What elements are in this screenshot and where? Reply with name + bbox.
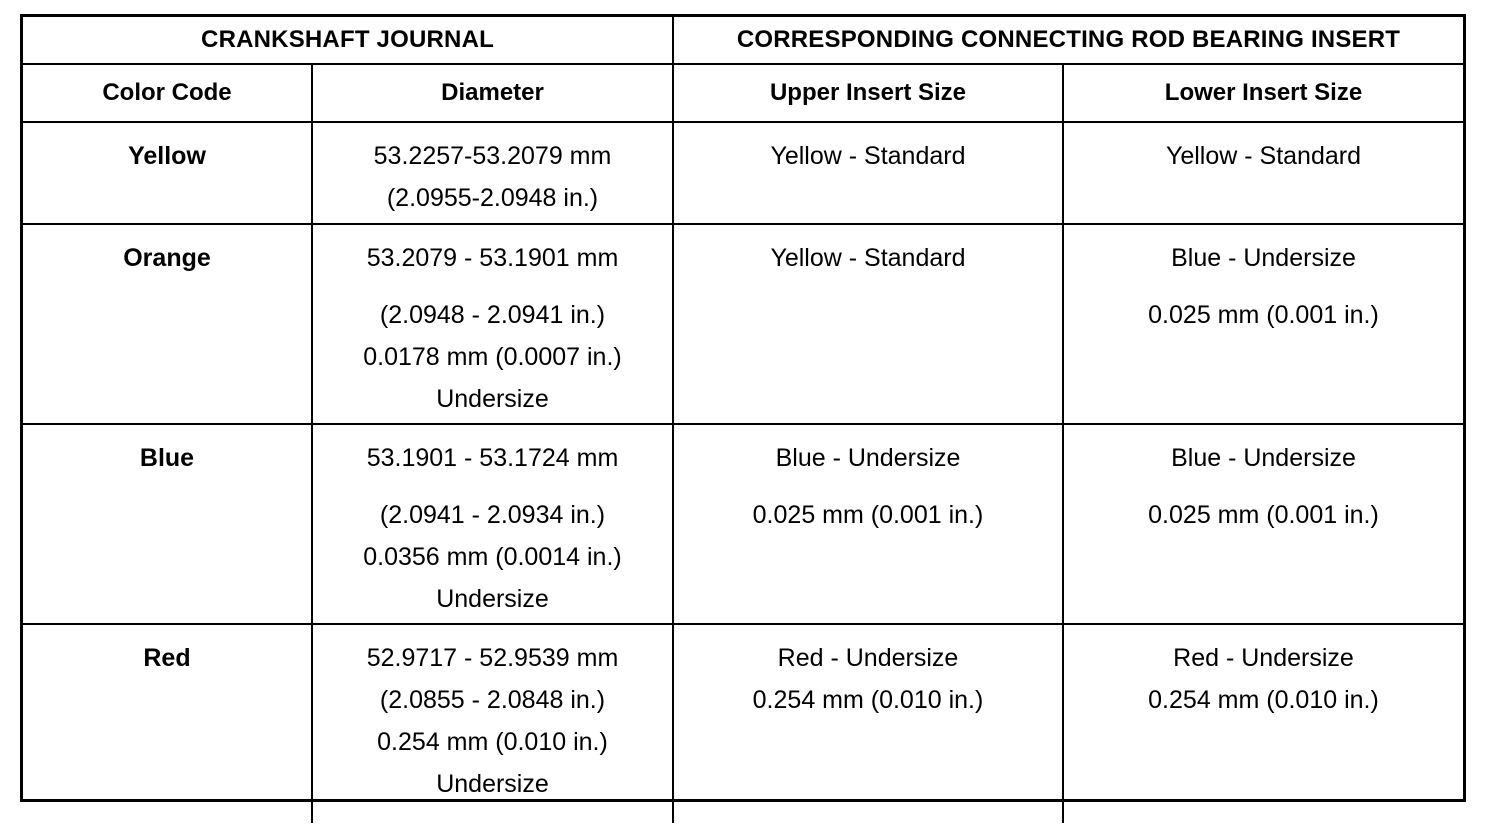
diameter-cell bbox=[312, 424, 673, 624]
lower-insert-header: Lower Insert Size bbox=[1063, 64, 1463, 122]
crankshaft-journal-header: CRANKSHAFT JOURNAL bbox=[23, 17, 673, 64]
upper-insert-amount: 0.025 mm (0.001 in.) bbox=[752, 501, 984, 529]
diameter-cell bbox=[312, 224, 673, 424]
upper-insert-size: Red - Undersize bbox=[777, 644, 959, 672]
undersize-amount: 0.254 mm (0.010 in.) bbox=[377, 728, 608, 756]
diameter-mm: 53.1901 - 53.1724 mm bbox=[366, 444, 619, 472]
upper-insert-cell bbox=[673, 424, 1063, 624]
color-code-text: Blue bbox=[139, 444, 195, 472]
table-row bbox=[23, 224, 1463, 424]
undersize-amount: 0.0178 mm (0.0007 in.) bbox=[363, 343, 622, 371]
bearing-size-table bbox=[23, 17, 1463, 823]
diameter-mm: 52.9717 - 52.9539 mm bbox=[366, 644, 619, 672]
diameter-mm: 53.2257-53.2079 mm bbox=[373, 142, 612, 170]
color-code-text: Orange bbox=[123, 244, 211, 272]
lower-insert-amount: 0.025 mm (0.001 in.) bbox=[1148, 501, 1379, 529]
lower-insert-size: Blue - Undersize bbox=[1171, 244, 1356, 272]
lower-insert-cell bbox=[1063, 224, 1463, 424]
lower-insert-size: Blue - Undersize bbox=[1171, 444, 1356, 472]
lower-insert-cell bbox=[1063, 624, 1463, 823]
upper-insert-size: Yellow - Standard bbox=[770, 142, 966, 170]
upper-insert-header: Upper Insert Size bbox=[673, 64, 1063, 122]
lower-insert-size: Red - Undersize bbox=[1173, 644, 1354, 672]
upper-insert-amount: 0.254 mm (0.010 in.) bbox=[752, 686, 984, 714]
diameter-in: (2.0948 - 2.0941 in.) bbox=[379, 301, 606, 329]
upper-insert-cell bbox=[673, 224, 1063, 424]
diameter-header: Diameter bbox=[312, 64, 673, 122]
bearing-size-table-frame bbox=[20, 14, 1466, 802]
table-row bbox=[23, 424, 1463, 624]
upper-insert-cell bbox=[673, 624, 1063, 823]
upper-insert-size: Blue - Undersize bbox=[775, 444, 961, 472]
table-row bbox=[23, 122, 1463, 224]
diameter-cell bbox=[312, 122, 673, 224]
diameter-cell bbox=[312, 624, 673, 823]
undersize-label: Undersize bbox=[436, 585, 549, 613]
bearing-insert-header: CORRESPONDING CONNECTING ROD BEARING INSERT bbox=[673, 17, 1463, 64]
upper-insert-size: Yellow - Standard bbox=[770, 244, 966, 272]
color-code-text: Red bbox=[143, 644, 191, 672]
diameter-in: (2.0941 - 2.0934 in.) bbox=[379, 501, 606, 529]
lower-insert-amount: 0.254 mm (0.010 in.) bbox=[1148, 686, 1379, 714]
diameter-in: (2.0855 - 2.0848 in.) bbox=[379, 686, 606, 714]
color-code-cell bbox=[23, 424, 312, 624]
undersize-label: Undersize bbox=[436, 385, 549, 413]
column-header-row bbox=[23, 64, 1463, 122]
color-code-header: Color Code bbox=[23, 64, 312, 122]
table-row bbox=[23, 624, 1463, 823]
color-code-cell bbox=[23, 624, 312, 823]
undersize-label: Undersize bbox=[436, 770, 549, 798]
diameter-in: (2.0955-2.0948 in.) bbox=[386, 184, 599, 212]
color-code-cell bbox=[23, 224, 312, 424]
lower-insert-size: Yellow - Standard bbox=[1165, 142, 1362, 170]
undersize-amount: 0.0356 mm (0.0014 in.) bbox=[363, 543, 622, 571]
color-code-text: Yellow bbox=[128, 142, 206, 170]
color-code-cell bbox=[23, 122, 312, 224]
group-header-row bbox=[23, 17, 1463, 64]
lower-insert-cell bbox=[1063, 122, 1463, 224]
upper-insert-cell bbox=[673, 122, 1063, 224]
lower-insert-amount: 0.025 mm (0.001 in.) bbox=[1148, 301, 1379, 329]
lower-insert-cell bbox=[1063, 424, 1463, 624]
diameter-mm: 53.2079 - 53.1901 mm bbox=[366, 244, 619, 272]
